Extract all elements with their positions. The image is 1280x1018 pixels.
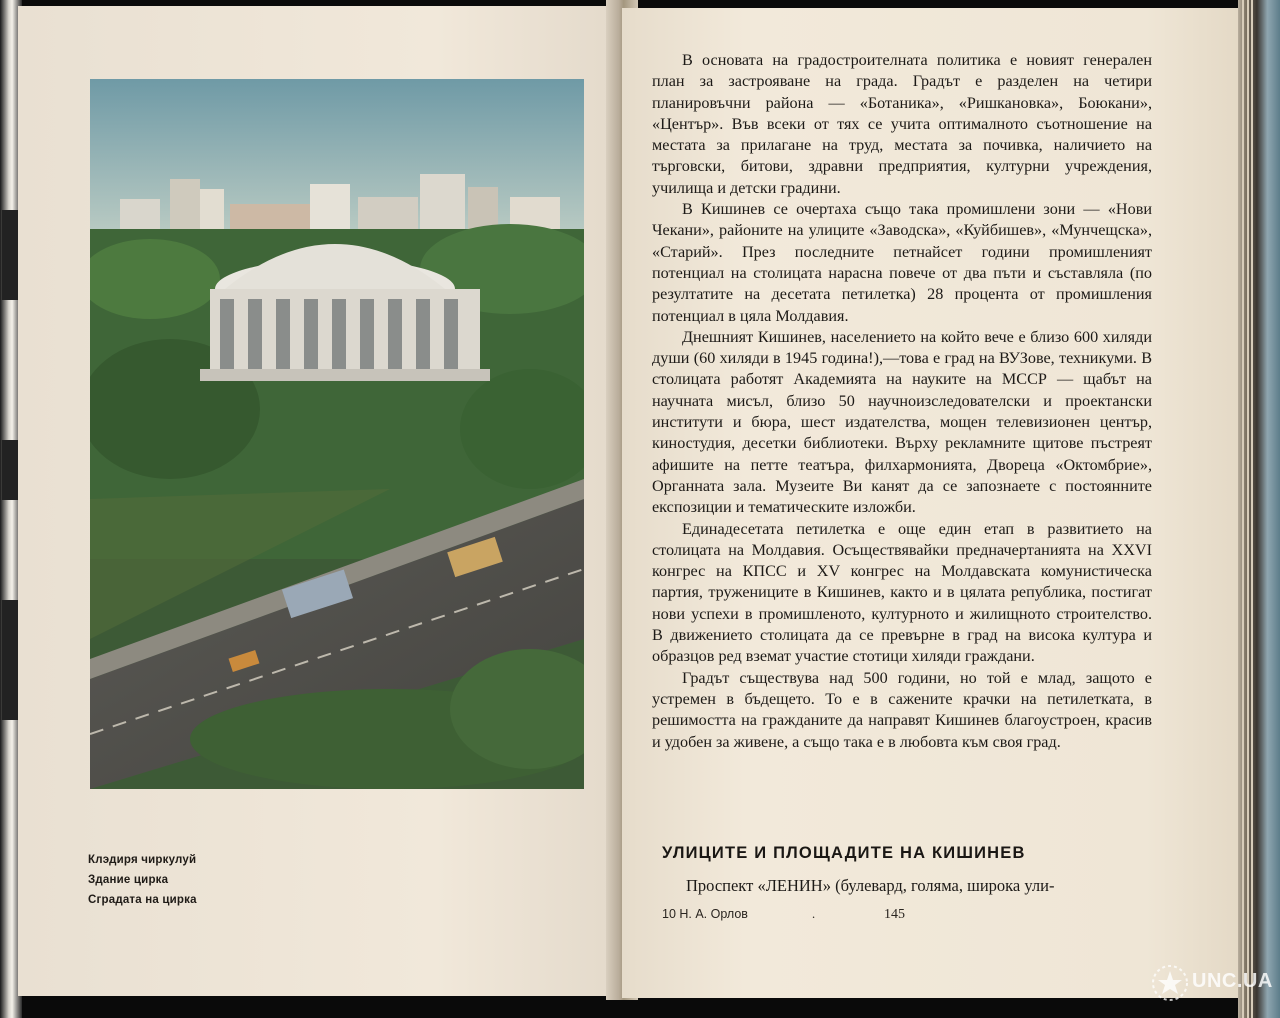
right-book-edge (1238, 0, 1280, 1018)
circus-building-photo (90, 79, 584, 789)
page-number: 145 (884, 907, 905, 922)
caption-line-romanian: Клэдиря чиркулуй (88, 854, 197, 866)
photo-illustration (90, 79, 584, 789)
paragraph: Единадесетата петилетка е още един етап в развитието на столицата на Молдавия. Осъществявайки предначертанията на XXVI конгрес на КПСС и XV конгрес на Молдавската комунистическа партия, тружениците в Кишинев, както и в цялата република, постигат нови успехи в промишленото, културното и жилищното строителство. В движението столицата да се превърне в град на висока култура и образцов ред вземат участие стотици хиляди граждани. (652, 519, 1152, 666)
footer-signature: 10 Н. А. Орлов (662, 907, 748, 921)
section-heading: УЛИЦИТЕ И ПЛОЩАДИТЕ НА КИШИНЕВ (662, 844, 1026, 862)
paragraph: Градът съществува над 500 години, но той е млад, защото е устремен в бъдещето. То е в сажените крачки на петилетката, в решимостта на гражданите да направят Кишинев благоустроен, красив и удобен за живене, а също така е в любовта към своя град. (652, 668, 1152, 751)
caption-line-bulgarian: Сградата на цирка (88, 894, 197, 906)
edge-strip (2, 600, 18, 720)
paragraph: В основата на градостроителната политика е новият генерален план за застрояване на града. Градът е разделен на четири планировъчни района — «Ботаника», «Ришкановка», Боюкани», «Център». Във всеки от тях се учита оптималното съотношение на местата за прилагане на труд, местата за почивка, наличието на търговски, битови, здравни предприятия, културни учреждения, училища и детски градини. (652, 51, 1152, 197)
caption-line-russian: Здание цирка (88, 874, 169, 886)
watermark-text: UNC.UA (1192, 970, 1273, 992)
edge-strip (2, 210, 18, 300)
page-sheet-edge (1251, 0, 1253, 1018)
star-circle-icon (1150, 958, 1190, 1008)
footer-dot: . (812, 907, 816, 921)
photo-caption (88, 850, 288, 910)
paragraph: В Кишинев се очертаха също така промишлени зони — «Нови Чекани», районите на улиците «Заводска», «Куйбишев», «Мунчещска», «Старий». През последните петнайсет години промишленият потенциал на столицата нарасна повече от два пъти и съставляла (по резултатите на десетата петилетка) 28 процента от промишления потенциал в цяла Молдавия. (652, 200, 1152, 325)
body-text (652, 50, 1152, 753)
watermark (1150, 958, 1280, 1008)
page-sheet-edge (1242, 0, 1244, 1018)
edge-strip (2, 440, 18, 500)
page-sheet-edge (1247, 0, 1249, 1018)
paragraph: Днешният Кишинев, населението на който вече е близо 600 хиляди души (60 хиляди в 1945 година!),—това е град на ВУЗове, техникуми. В столицата работят Академията на науките на МССР — щабът на научната мисъл, близо 50 научноизследователски и проектански институти и бюра, шест издателства, мощен телевизионен център, киностудия, десетки библиотеки. Върху рекламните щитове пъстреят афишите на петте театъра, филхармонията, Двореца «Октомбрие», Органната зала. Музеите Ви канят да се запознаете с постоянните експозиции и тематическите изложби. (652, 327, 1152, 517)
section-first-line: Проспект «ЛЕНИН» (булевард, голяма, широка ули- (686, 876, 1055, 895)
